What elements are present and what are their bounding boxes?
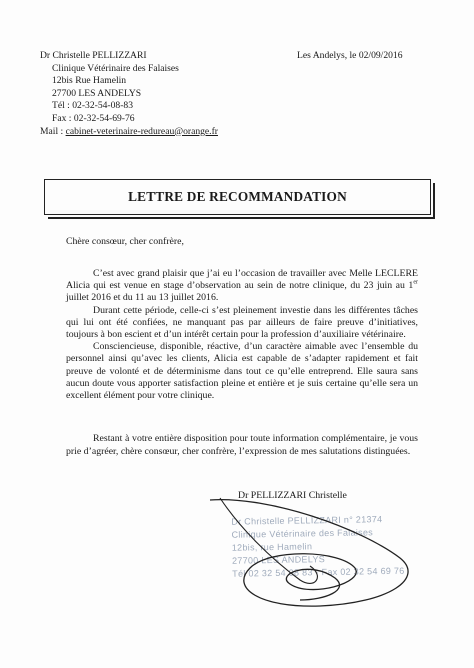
sender-street: 12bis Rue Hamelin xyxy=(52,75,127,87)
sender-fax: Fax : 02-32-54-69-76 xyxy=(52,112,135,124)
title-box xyxy=(44,179,431,215)
sender-clinic: Clinique Vétérinaire des Falaises xyxy=(52,62,179,74)
signer-name: Dr PELLIZZARI Christelle xyxy=(238,490,347,501)
sender-city: 27700 LES ANDELYS xyxy=(52,87,142,99)
paragraph-2: Durant cette période, celle-ci s’est pleinement investie dans les différentes tâches qui lui ont été confiées, ne manquant pas par ailleurs de faire preuve d’initiatives, toujours à bon escient et d’un intérêt certain pour la profession d’auxiliaire vétérinaire. xyxy=(66,304,418,341)
closing-paragraph xyxy=(66,433,418,458)
mail-link[interactable]: cabinet-veterinaire-redureau@orange.fr xyxy=(65,125,218,137)
salutation: Chère consœur, cher confrère, xyxy=(66,236,184,247)
superscript-er: er xyxy=(413,279,418,286)
paragraph-3: Consciencieuse, disponible, réactive, d’un caractère aimable avec l’ensemble du personnel ainsi qu’avec les clients, Alicia est capable de s’adapter rapidement et fait preuve de volonté et de déterminisme dans tout ce qu’elle entreprend. Elle saura sans aucun doute vous apporter satisfaction pleine et entière et je suis certaine qu’elle sera un excellent élément pour votre clinique. xyxy=(66,341,418,402)
mail-label: Mail : xyxy=(40,125,66,137)
stamp-line-5: Tél 02 32 54 08 83 - Fax 02 32 54 69 76 xyxy=(232,565,405,579)
paragraph-1-end: juillet 2016 et du 11 au 13 juillet 2016. xyxy=(66,292,219,304)
paragraph-1 xyxy=(66,268,418,305)
handwritten-signature xyxy=(150,488,450,618)
letter-title: LETTRE DE RECOMMANDATION xyxy=(128,189,347,204)
closing-text: Restant à votre entière disposition pour toute information complémentaire, je vous prie d’agréer, chère consœur, cher confrère, l’expression de mes salutations distinguées. xyxy=(66,433,418,457)
letter-body xyxy=(66,268,418,402)
stamp-line-1: Dr Christelle PELLIZZARI n° 21374 xyxy=(231,514,383,527)
place-date: Les Andelys, le 02/09/2016 xyxy=(297,50,403,61)
stamp-line-4: 27700 LES ANDELYS xyxy=(231,554,326,566)
sender-mail xyxy=(40,126,218,139)
sender-phone: Tél : 02-32-54-08-83 xyxy=(52,100,133,112)
sender-name: Dr Christelle PELLIZZARI xyxy=(40,50,147,61)
stamp-line-2: Clinique Vétérinaire des Falaises xyxy=(231,527,374,540)
sender-block xyxy=(40,50,218,138)
paragraph-1-text: C’est avec grand plaisir que j’ai eu l’occasion de travailler avec Melle LECLERE Alicia qui est venue en stage d’observation au sein de notre clinique, du 23 juin au 1 xyxy=(66,268,418,292)
stamp-line-3: 12bis, rue Hamelin xyxy=(231,541,313,553)
